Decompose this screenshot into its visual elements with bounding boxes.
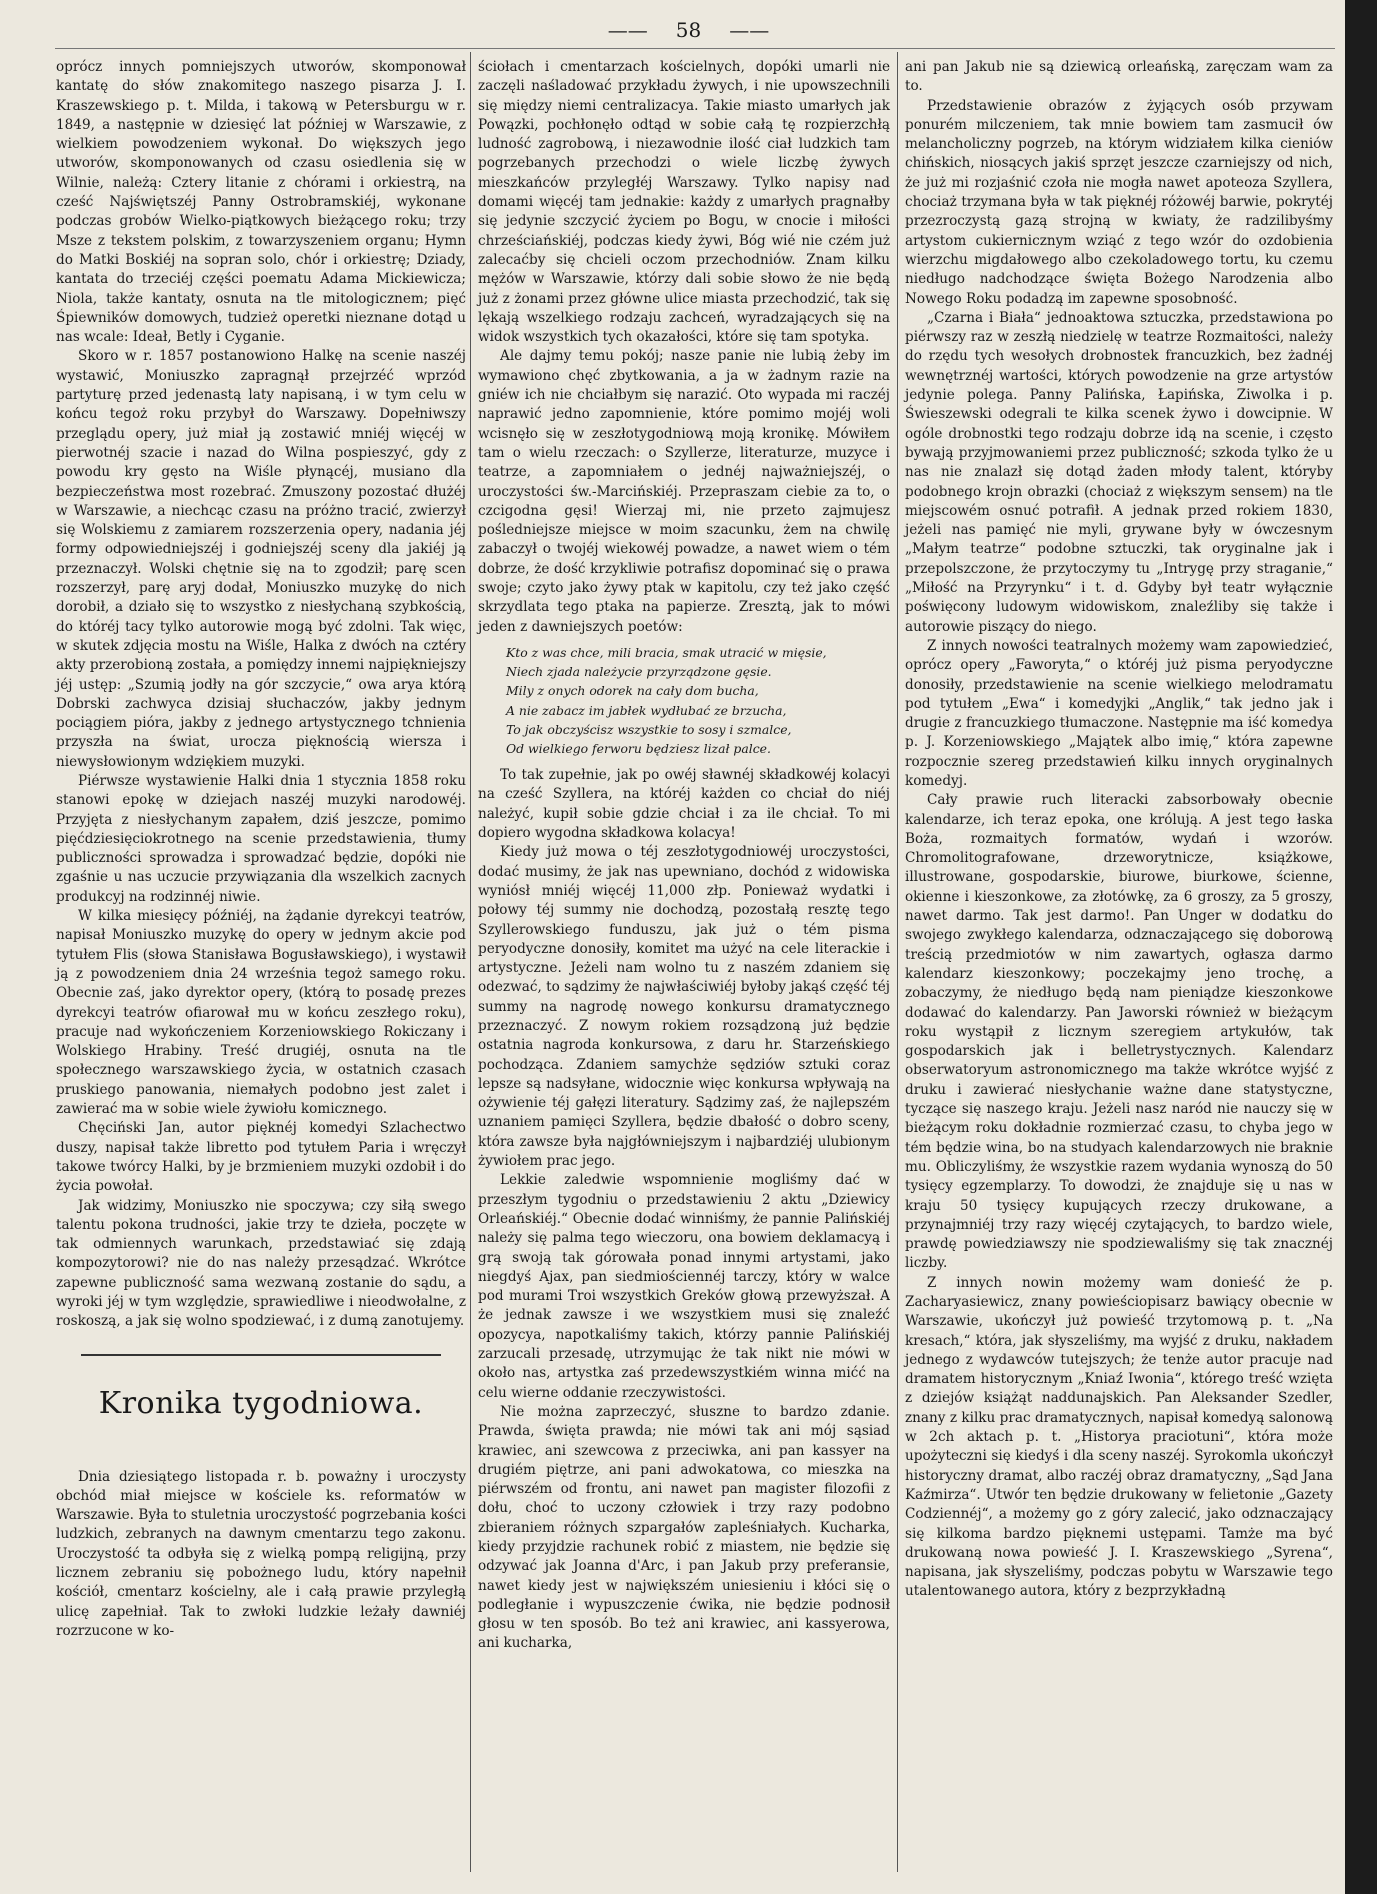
paragraph: W kilka miesięcy późniéj, na żądanie dyrekcyi teatrów, napisał Moniuszko muzykę do opery w jednym akcie pod tytułem Flis (słowa Stanisława Bogusławskiego), i wystawił ją z powodzeniem dnia 24 września tegoż samego roku. Obecnie zaś, jako dyrektor opery, (którą to posadę prezes dyrekcyi teatrów ofiarował mu w końcu zeszłego roku), pracuje nad wykończeniem Korzeniowskiego Rokiczany i Wolskiego Hrabiny. Treść drugiéj, osnuta na tle społecznego warszawskiego życia, w ostatnich czasach pruskiego panowania, niemałych podobno jest zalet i zawierać ma w sobie wiele żywiołu komicznego. — [56, 908, 466, 1118]
paragraph: Skoro w r. 1857 postanowiono Halkę na scenie naszéj wystawić, Moniuszko zapragnął przejrzéć wprzód partyturę przed jedenastą laty napisaną, i w tym celu w końcu tegoż roku przybył do Warszawy. Dopełniwszy przeglądu opery, już miał ją zostawić mniéj więcéj w pierwotnéj szacie i nazad do Wilna pospieszyć, gdy z powodu kry gęsto na Wiśle płynącéj, musiano dla bezpieczeństwa most rozebrać. Zmuszony pozostać dłużéj w Warszawie, a niechcąc czasu na próżno tracić, zwierzył się Wolskiemu z zamiarem rozszerzenia opery, nadania jéj formy odpowiedniejszéj i godniejszéj sceny dla jakiéj ją przeznaczył. Wolski chętnie się na to zgodził; parę scen rozszerzył, parę aryj dodał, Moniuszko muzykę do nich dorobił, a działo się to wszystko z niesłychaną szybkością, do któréj tacy tylko autorowie mogą być zdolni. Tak więc, w skutek zdjęcia mostu na Wiśle, Halka z dwóch na cztéry akty przerobioną została, a pomiędzy innemi najpiękniejszy jéj ustęp: „Szumią jodły na gór szczycie,“ owa arya którą Dobrski zachwyca dzisiaj słuchaczów, jakby jednym pociągiem pióra, jakby z jednego artystycznego tchnienia przyszła na świat, urocza pięknością wiersza i niewysłowionym wdziękiem muzyki. — [56, 348, 466, 770]
column-1 — [56, 58, 466, 1641]
section-separator — [81, 1354, 441, 1356]
paragraph: ani pan Jakub nie są dziewicą orleańską, zaręczam wam za to. — [905, 59, 1333, 95]
paragraph: Z innych nowości teatralnych możemy wam zapowiedzieć, oprócz opery „Faworyta,“ o któréj już pisma peryodyczne donosiły, przedstawienie na scenie wielkiego melodramatu pod tytułem „Ewa“ i komedyjki „Anglik,“ tak jedno jak i drugie z francuzkiego tłumaczone. Następnie ma iść komedya p. J. Korzeniowskiego „Majątek albo imię,“ która zapewne rozpocznie szereg przedstawień kilku innych oryginalnych komedyj. — [905, 637, 1333, 789]
poem-line: A nie zabacz im jabłek wydłubać ze brzucha, — [506, 702, 787, 718]
poem-quote — [506, 643, 890, 758]
poem-line: To jak obczyścisz wszystkie to sosy i szmalce, — [506, 721, 792, 737]
poem-line: Kto z was chce, mili bracia, smak utracić w mięsie, — [506, 644, 827, 660]
paragraph: Jak widzimy, Moniuszko nie spoczywa; czy siłą swego talentu pokona trudności, jakie trzy te dzieła, poczęte w tak odmiennych warunkach, przedstawiać się zdają kompozytorowi? nie do nas należy przesądzać. Wkrótce zapewne publiczność sama wezwaną zostanie do sądu, a wyroki jéj w tym względzie, sprawiedliwe i nieodwołalne, z roskoszą, a jak się wolno spodziewać, i z dumą zanotujemy. — [56, 1197, 466, 1330]
paragraph: Dnia dziesiątego listopada r. b. poważny i uroczysty obchód miał miejsce w kościele ks. reformatów w Warszawie. Była to stuletnia uroczystość pogrzebania kości ludzkich, zebranych na dawnym cmentarzu tego zakonu. Uroczystość ta odbyła się z wielką pompą religijną, przy licznem zebraniu się pobożnego ludu, który napełnił kościół, cmentarz kościelny, ale i całą prawie przyległą ulicę zapełniał. Tak to zwłoki ludzkie leżały dawniéj rozrzucone w ko- — [56, 1468, 466, 1639]
paragraph: Z innych nowin możemy wam donieść że p. Zacharyasiewicz, znany powieściopisarz bawiący obecnie w Warszawie, ukończył już powieść trzytomową p. t. „Na kresach,“ która, jak słyszeliśmy, ma wyjść z druku, nakładem jednego z wydawców tutejszych; że tenże autor pracuje nad dramatem historycznym „Kniaź Iwonia“, którego treść wzięta z dziejów książąt naddunajskich. Pan Aleksander Szedler, znany z kilku prac dramatycznych, napisał komedyą salonową w 2ch aktach p. t. „Historya praciotuni“, która może upożyteczni się kiedyś i dla sceny naszéj. Syrokomla ukończył historyczny dramat, albo raczéj obraz dramatyczny, „Sąd Jana Kaźmirza“. Utwór ten będzie drukowany w felietonie „Gazety Codziennéj“, a możemy go z góry zalecić, jako odznaczający się kilkoma bardzo pięknemi ustępami. Tamże ma być drukowaną nowa powieść J. I. Kraszewskiego „Syrena“, napisana, jak słyszeliśmy, podczas pobytu w Warszawie tego utalentowanego autora, który z bezprzykładną — [905, 1274, 1333, 1600]
poem-line: Niech zjada należycie przyrządzone gęsie. — [506, 664, 772, 680]
paragraph: Chęciński Jan, autor pięknéj komedyi Szlachectwo duszy, napisał także libretto pod tytułem Paria i wręczył takowe twórcy Halki, by je brzmieniem muzyki ozdobił i do życia powołał. — [56, 1120, 466, 1195]
column-2 — [478, 58, 890, 1654]
paragraph: Ale dajmy temu pokój; nasze panie nie lubią żeby im wymawiono chęć zbytkowania, a ja w żadnym razie na gniéw ich nie chciałbym się narazić. Oto wypada mi raczéj naprawić jedno zapomnienie, które pomimo mojéj woli wcisnęło się w zeszłotygodniową moją kronikę. Mówiłem tam o wielu rzeczach: o Szyllerze, literaturze, muzyce i teatrze, a zapomniałem o jednéj najważniejszéj, o uroczystości św.-Marcińskiéj. Przepraszam ciebie za to, o czcigodna gęsi! Wierzaj mi, nie przeto zajmujesz pośledniejsze miejsce w moim szacunku, żem na chwilę zabaczył o twojéj wiekowéj powadze, a nawet wiem o tém dobrze, że dość krzykliwie potrafisz dopominać się o prawa swoje; czyto jako żywy ptak w kapitolu, czy też jako część skrzydlata tego ptaka na papierze. Zresztą, jak to mówi jeden z dawniejszych poetów: — [478, 348, 890, 635]
paragraph: To tak zupełnie, jak po owéj sławnéj składkowéj kolacyi na cześć Szyllera, na któréj każden co chciał do niéj należyć, kupił sobie gdzie chciał i za ile chciał. To mi dopiero wygodna składkowa kolacya! — [478, 767, 890, 842]
column-divider — [470, 52, 471, 1872]
paragraph: „Czarna i Biała“ jednoaktowa sztuczka, przedstawiona po piérwszy raz w zeszłą niedzielę w teatrze Rozmaitości, należy do rzędu tych wesołych drobnostek francuzkich, bez żadnéj wewnętrznéj wartości, których powodzenie na grze artystów jedynie polega. Panny Palińska, Łapińska, Ziwolka i p. Świeszewski odegrali te kilka scenek żywo i dowcipnie. W ogóle drobnostki tego rodzaju dobrze idą na scenie, i często bywają przyjmowaniemi przez publiczność; szkoda tylko że u nas nie znalazł się dotąd żaden młody talent, któryby podobnego krojn obrazki (chociaż z większym sensem) na tle miejscowém osnuć potrafił. A jednak przed rokiem 1830, jeżeli nas pamięć nie myli, grywane były w ówczesnym „Małym teatrze“ podobne sztuczki, tak oryginalne jak i przepolszczone, że przytoczymy tu „Intrygę przy straganie,“ „Miłość na Przyrynku“ i t. d. Gdyby był teatr wyłącznie poświęcony ludowym widowiskom, znaleźliby się także i autorowie piszący do niego. — [905, 309, 1333, 635]
column-divider — [897, 52, 898, 1872]
paragraph: Lekkie zaledwie wspomnienie mogliśmy dać w przeszłym tygodniu o przedstawieniu 2 aktu „Dziewicy Orleańskiéj.“ Obecnie dodać winniśmy, że pannie Palińskiéj należy się palma tego wieczoru, ona bowiem deklamacyą i grą swoją tak górowała ponad innymi artystami, jako niegdyś Ajax, pan siedmiościennéj tarczy, który w walce pod murami Troi wszystkich Greków głową przewyższał. A że jednak zawsze i we wszystkiem musi się znaleźć opozycya, napotkaliśmy takich, którzy pannie Palińskiéj zarzucali przesadę, utrzymując że tak nikt nie mówi w około nas, artystka zaś przedewszystkiém winna mićć na celu wierne oddanie rzeczywistości. — [478, 1172, 890, 1401]
binding-edge — [1345, 0, 1377, 1894]
column-3 — [905, 58, 1333, 1602]
section-title: Kronika tygodniowa. — [98, 1385, 424, 1421]
poem-line: Od wielkiego ferworu będziesz lizał palce. — [506, 740, 771, 756]
header-rule — [55, 48, 1335, 49]
paragraph: Piérwsze wystawienie Halki dnia 1 stycznia 1858 roku stanowi epokę w dziejach naszéj muzyki narodowéj. Przyjęta z niesłychanym zapałem, dziś jeszcze, pomimo pięćdziesięciokrotnego na scenie przedstawienia, tłumy publiczności sprowadza i sprowadzać będzie, dopóki nie zgaśnie u nas uczucie przywiązania dla wszelkich zacnych produkcyj na rodzinnéj niwie. — [56, 772, 466, 905]
paragraph: Nie można zaprzeczyć, słuszne to bardzo zdanie. Prawda, święta prawda; nie mówi tak ani mój sąsiad krawiec, ani szewcowa z przeciwka, ani pan kassyer na drugiém piętrze, ani pani adwokatowa, co mieszka na piérwszém od frontu, ani nawet pan magister filozofii z dołu, choć to uczony człowiek i trzy razy podobno zbieraniem różnych szpargałów zapleśniałych. Kucharka, kiedy przyjdzie rachunek robić z miastem, nie będzie się odzywać jak Joanna d'Arc, i pan Jakub przy preferansie, nawet kiedy jest w największém uniesieniu i kłóci się o podległanie i wypuszczenie ćwika, nie będzie podnosił głosu w ten sposób. Bo też ani krawiec, ani kassyerowa, ani kucharka, — [478, 1403, 890, 1652]
paragraph: Cały prawie ruch literacki zabsorbowały obecnie kalendarze, ich teraz epoka, one królują. A jest tego łaska Boża, rozmaitych formatów, wydań i wzorów. Chromolitografowane, drzeworytnicze, książkowe, illustrowane, gospodarskie, biurowe, biurkowe, ścienne, okienne i kieszonkowe, za złotówkę, za 6 groszy, za 5 groszy, nawet darmo. Tak jest darmo!. Pan Unger w dodatku do swojego zwykłego kalendarza, odznaczającego się doborową treścią przedmiotów w nim zawartych, ogłasza darmo kalendarz kieszonkowy; poczekajmy jeno trochę, a zobaczymy, że niedługo będą nam pieniądze kieszonkowe dodawać do kalendarzy. Pan Jaworski również w bieżącym roku wystąpił z licznym szeregiem artykułów, tak gospodarskich jak i belletrystycznych. Kalendarz obserwatoryum astronomicznego ma także wkrótce wyjść z druku i zawierać niesłychanie ważne dane statystyczne, tyczące się naszego kraju. Jeżeli nasz naród nie nauczy się w bieżącym roku dokładnie rozmierzać czasu, to chyba jego w tém będzie wina, bo na studyach kalendarzowych nie braknie mu. Obliczyliśmy, że wszystkie razem wydania wynoszą do 50 tysięcy egzemplarzy. To dowodzi, że znajduje się u nas w kraju 50 tysięcy kupujących rzeczy drukowane, a przynajmniéj trzy razy więcéj czytających, to bardzo wiele, prawdę powiedziawszy nie spodziewaliśmy się tak znacznéj liczby. — [905, 792, 1333, 1272]
page-number: —— 58 —— — [607, 18, 770, 42]
paragraph: Przedstawienie obrazów z żyjących osób przywam ponurém milczeniem, tak mnie bowiem tam zasmucił ów melancholiczny pogrzeb, na którym widziałem kilka cieniów chińskich, niosących jakiś sprzęt jeszcze czarniejszy od nich, że już mi rozjaśnić czoła nie mogła nawet apoteoza Szyllera, chociaż trzymana była w tak pięknéj różowéj barwie, pokrytéj przezroczystą gazą strojną w kwiaty, że radzilibyśmy artystom cukiernicznym wziąć z tego wzór do ozdobienia wierzchu migdałowego albo czekoladowego tortu, ku czemu niedługo nadchodzące święta Bożego Narodzenia albo Nowego Roku podadzą im zapewne sposobność. — [905, 97, 1333, 307]
paragraph: oprócz innych pomniejszych utworów, skomponował kantatę do słów znakomitego naszego pisarza J. I. Kraszewskiego p. t. Milda, i takową w Petersburgu w r. 1849, a następnie w dziesięć lat później w Warszawie, z wielkiem powodzeniem wykonał. Do większych jego utworów, skomponowanych od czasu osiedlenia się w Wilnie, należą: Cztery litanie z chórami i orkiestrą, na cześć Najświętszéj Panny Ostrobramskiéj, wykonane podczas grobów Wielko-piątkowych bieżącego roku; trzy Msze z tekstem polskim, z towarzyszeniem organu; Hymn do Matki Boskiéj na sopran solo, chór i orkiestrę; Dziady, kantata do trzeciéj części poematu Adama Mickiewicza; Niola, także kantaty, osnuta na tle mitologicznem; pięć Śpiewników domowych, tudzież operetki nieznane dotąd u nas wcale: Ideał, Betly i Cyganie. — [56, 59, 466, 346]
poem-line: Mily z onych odorek na cały dom bucha, — [506, 683, 759, 699]
paragraph: ściołach i cmentarzach kościelnych, dopóki umarli nie zaczęli naśladować przykładu żywych, i nie upowszechnili się między niemi centralizacya. Takie miasto umarłych jak Powązki, pochłonęło odtąd w sobie całą tę rozpierzchłą ludność zagrobową, i niezawodnie ilość ciał ludzkich tam pogrzebanych przechodzi o wiele liczbę żywych mieszkańców przyległéj Warszawy. Tylko napisy nad domami więcéj tam jednakie: każdy z umarłych pragnałby się jedynie szczycić życiem po Bogu, w cnocie i miłości chrześciańskiéj, podczas kiedy żywi, Bóg wié nie czém już zalecaćby się chcieli oczom przechodniów. Znam kilku mężów w Warszawie, którzy dali sobie słowo że nie będą już z żonami przez główne ulice miasta przechodzić, tak się lękają wszelkiego rodzaju zachceń, wyradzających się na widok wszystkich tych okazałości, które się tam spotyka. — [478, 59, 890, 346]
paragraph: Kiedy już mowa o téj zeszłotygodniowéj uroczystości, dodać musimy, że jak nas upewniano, dochód z widowiska wyniósł mniéj więcéj 11,000 złp. Ponieważ wydatki i połowy téj summy nie dochodzą, pozostałą resztę tego Szyllerowskiego funduszu, jak już o tém pisma peryodyczne donosiły, komitet ma użyć na cele literackie i artystyczne. Jeżeli nam wolno tu z naszém zdaniem się odezwać, to sądzimy że najwłaściwiéj byłoby jakąś część téj summy na nagrodę nowego konkursu dramatycznego przeznaczyć. Z nowym rokiem rozsądzoną już będzie ostatnia nagroda konkursowa, z daru hr. Starzeńskiego pochodząca. Zdaniem samychże sędziów sztuki coraz lepsze są nadsyłane, widocznie więc konkursa wpływają na ożywienie téj gałęzi literatury. Sądzimy zaś, że najlepszém uznaniem pamięci Szyllera, będzie dbałość o dobro sceny, która zawsze była najgłówniejszym i najbardziéj ulubionym żywiołem prac jego. — [478, 844, 890, 1170]
